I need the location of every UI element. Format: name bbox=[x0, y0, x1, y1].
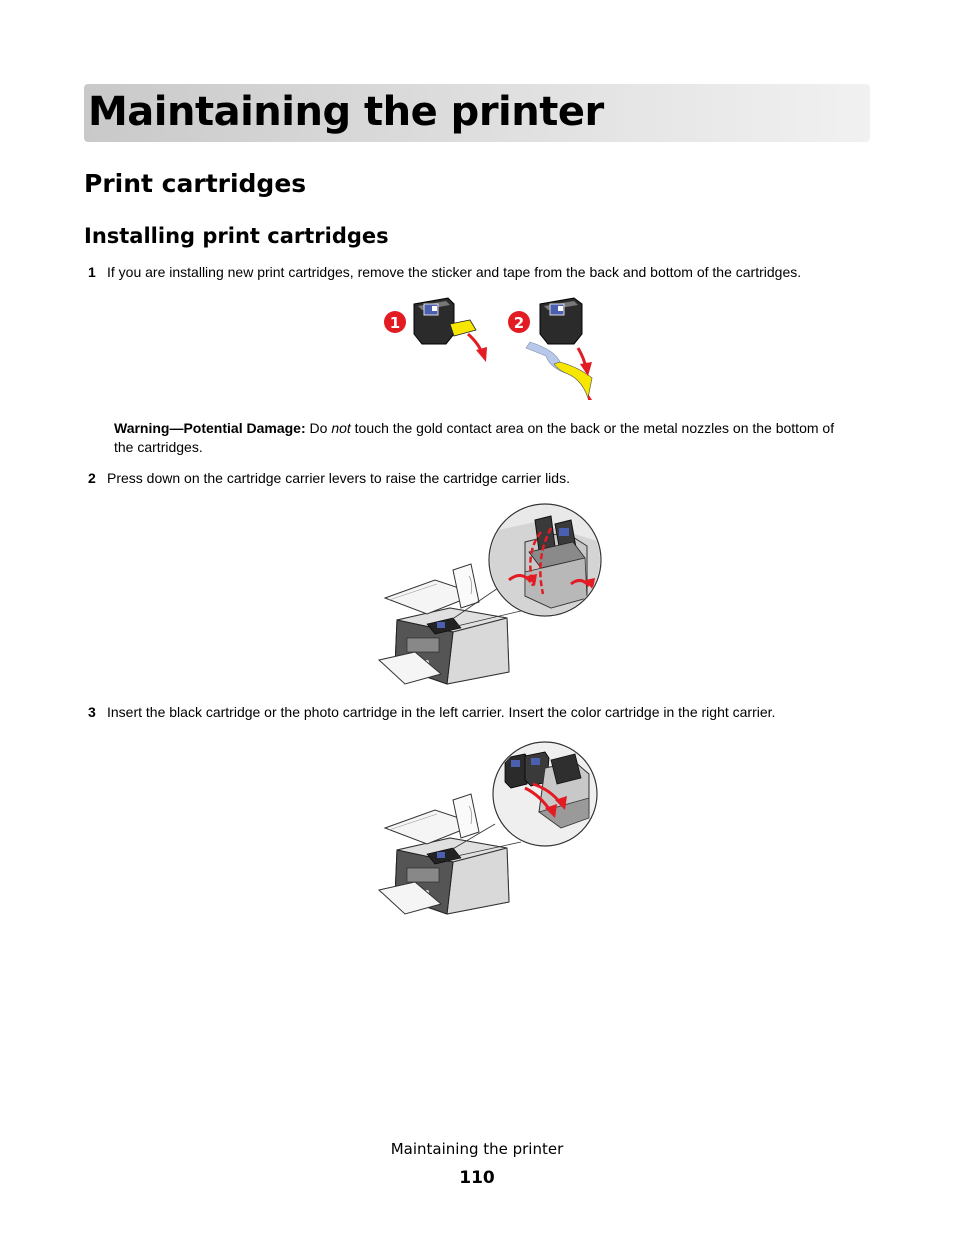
warning-label: Warning—Potential Damage: bbox=[114, 420, 306, 436]
printer-illustration bbox=[379, 794, 509, 914]
remove-tape-figure bbox=[370, 290, 610, 406]
callout-2: 2 bbox=[513, 314, 525, 332]
zoom-detail bbox=[489, 504, 601, 616]
warning-text-before: Do bbox=[305, 420, 332, 436]
warning-emphasis: not bbox=[331, 420, 351, 436]
step-number: 2 bbox=[88, 470, 96, 486]
footer-title: Maintaining the printer bbox=[390, 1140, 564, 1158]
tape-strip-blue bbox=[526, 342, 592, 398]
raise-lids-figure bbox=[375, 502, 605, 690]
step-number: 1 bbox=[88, 264, 96, 280]
zoom-detail bbox=[493, 742, 597, 846]
printer-illustration bbox=[379, 564, 509, 684]
chapter-banner bbox=[84, 84, 870, 142]
subsection-title: Installing print cartridges bbox=[84, 224, 389, 248]
insert-cartridges-figure bbox=[375, 738, 605, 922]
step-number: 3 bbox=[88, 704, 96, 720]
step-text: If you are installing new print cartridges, remove the sticker and tape from the back and bottom of the cartridges. bbox=[107, 264, 802, 280]
cartridge-2 bbox=[540, 298, 582, 344]
section-title: Print cartridges bbox=[84, 169, 307, 198]
page-number: 110 bbox=[459, 1168, 495, 1188]
arrow-1 bbox=[476, 347, 487, 362]
step-text: Press down on the cartridge carrier levers to raise the cartridge carrier lids. bbox=[107, 470, 570, 486]
warning-text-after: touch the gold contact area on the back or the metal nozzles on the bottom of the cartridges. bbox=[114, 420, 835, 455]
callout-1: 1 bbox=[389, 314, 401, 332]
step-text: Insert the black cartridge or the photo cartridge in the left carrier. Insert the color cartridge in the right carrier. bbox=[107, 704, 776, 720]
warning-note bbox=[114, 419, 854, 457]
cartridge-1 bbox=[414, 298, 454, 344]
chapter-title: Maintaining the printer bbox=[88, 89, 604, 135]
